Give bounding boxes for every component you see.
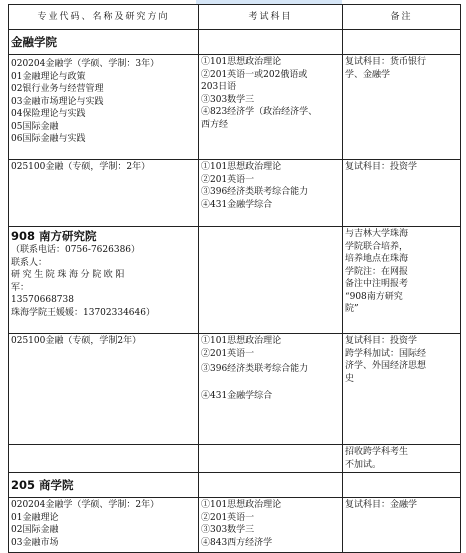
note-line: 学院注：在网报 [345,266,409,277]
program-row [9,334,461,445]
exam-line: ②201英语一 [201,512,255,523]
major-line: 04保险理论与实践 [11,109,86,119]
header-exams: 考试科目 [199,5,343,30]
note-line: 不加试。 [345,459,382,470]
note-line: 复试科目：投资学 [345,162,418,172]
major-cell [9,55,199,160]
major-line: 020204金融学（学硕、学制：3年） [11,59,160,69]
exam-cell [199,160,343,227]
exam-line: 西方经 [201,119,229,130]
major-line: 05国际金融 [11,121,59,132]
notes-cell [343,498,461,553]
empty-cell [343,30,461,55]
exam-line: ①101思想政治理论 [201,336,282,346]
major-cell [9,160,199,227]
note-line: 史 [345,373,355,384]
note-line: 院” [345,304,359,314]
contact-line: 13570668738 [11,295,74,305]
program-row [9,498,461,553]
major-line: 02银行业务与经营管理 [11,84,104,94]
note-line: 济学、外国经济思想 [345,361,427,371]
program-row [9,55,461,160]
major-line: 03金融市场 [11,537,59,548]
major-line: 06国际金融与实践 [11,134,86,144]
contact-line: 军： [11,282,30,293]
major-line: 025100金融（专硕，学制2年） [11,336,142,346]
note-line: 复试科目：投资学 [345,336,418,346]
header-notes: 备注 [343,5,461,30]
empty-cell [343,473,461,498]
note-line: 备注中注明报考 [345,279,409,289]
major-cell [9,498,199,553]
note-line: 跨学科加试：国际经 [345,348,427,359]
exam-line: ④823经济学（政治经济学、 [201,107,318,117]
note-line: 培养地点在珠海 [345,254,409,264]
header-major: 专业代码、名称及研究方向 [9,5,199,30]
exam-line: ③303数学三 [201,525,255,535]
empty-cell [199,30,343,55]
exam-line: ④431金融学综合 [201,199,273,210]
empty-cell [9,445,199,473]
school-row-business [9,445,461,473]
exam-cell [199,227,343,334]
exam-cell [199,334,343,445]
note-line: 与吉林大学珠海 [345,229,409,239]
school-title: 205 商学院 [9,473,199,498]
contact-line: 珠海学院王媛媛：13702334646） [11,307,155,318]
major-line: 025100金融（专硕，学制：2年） [11,162,151,172]
exam-line: ②201英语一 [201,174,255,185]
exam-line: ④843西方经济学 [201,537,273,548]
major-line: 01金融理论与政策 [11,71,86,82]
notes-cell [343,160,461,227]
contact-line: （联系电话：0756-7626386） [11,245,141,255]
major-line: 03金融市场理论与实践 [11,96,104,107]
major-line: 020204金融学（学硕、学制：2年） [11,500,160,510]
exam-line: ①101思想政治理论 [201,57,282,67]
note-line: 招收跨学科考生 [345,447,409,457]
notes-cell [343,227,461,334]
notes-cell [343,334,461,445]
header-row [9,5,461,30]
note-line: 复试科目：金融学 [345,500,418,510]
exam-line: ②201英语一或202俄语或 [201,69,308,80]
exam-cell [199,55,343,160]
major-cell [9,227,199,334]
program-row [9,160,461,227]
admissions-table [8,4,461,553]
major-cell [9,334,199,445]
exam-line: 203日语 [201,82,237,92]
exam-line: ③396经济类联考综合能力 [201,187,309,197]
exam-line: ②201英语一 [201,348,255,359]
exam-line: ③303数学三 [201,94,255,105]
school-title: 金融学院 [9,30,199,55]
major-line: 02国际金融 [11,525,59,535]
school-row-finance [9,30,461,55]
exam-line: ③396经济类联考综合能力 [201,364,309,374]
contact-line: 联系人： [11,257,48,268]
school-title: 908 南方研究院 [11,229,97,243]
contact-line: 研究生院珠海分院欧阳 [11,270,128,280]
empty-cell [199,473,343,498]
school-row-business-title [9,473,461,498]
note-line: 学、金融学 [345,69,391,80]
empty-cell [199,445,343,473]
notes-cell [343,445,461,473]
program-row [9,227,461,334]
exam-cell [199,498,343,553]
exam-line: ①101思想政治理论 [201,162,282,172]
note-line: 学院联合培养， [345,241,409,252]
exam-line: ①101思想政治理论 [201,500,282,510]
major-line: 01金融理论 [11,512,59,523]
note-line: 复试科目：货币银行 [345,57,427,67]
exam-line: ④431金融学综合 [201,390,273,401]
note-line: “908南方研究 [345,291,403,302]
notes-cell [343,55,461,160]
